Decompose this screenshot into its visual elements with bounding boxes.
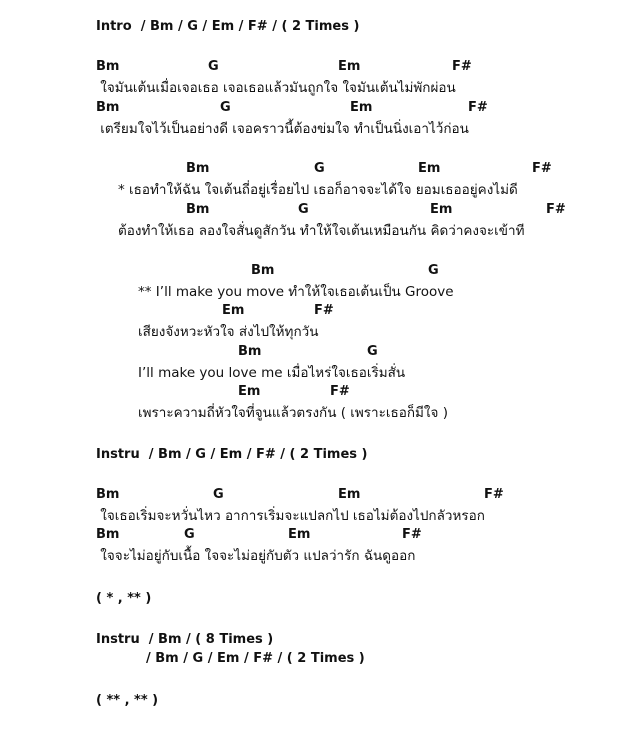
chord-label: Em	[238, 384, 261, 399]
chord-label: Bm	[96, 527, 120, 542]
chord-label: F#	[402, 527, 422, 542]
instru-line-2-continued: / Bm / G / Em / F# / ( 2 Times )	[146, 651, 365, 666]
chord-label: F#	[546, 202, 566, 217]
lyric-line: ** I’ll make you move ทำให้ใจเธอเต้นเป็น Groove	[138, 284, 454, 300]
chord-label: Em	[222, 303, 245, 318]
chord-label: F#	[468, 100, 488, 115]
chord-label: Bm	[251, 263, 275, 278]
lyric-line: เพราะความถี่หัวใจที่จูนแล้วตรงกัน ( เพราะเธอก็มีใจ )	[138, 405, 448, 421]
lyric-line: I’ll make you love me เมื่อไหร่ใจเธอเริ่มสั่น	[138, 365, 406, 381]
lyric-line: เตรียมใจไว้เป็นอย่างดี เจอคราวนี้ต้องข่มใจ ทำเป็นนิ่งเอาไว้ก่อน	[96, 121, 469, 137]
chord-label: G	[213, 487, 224, 502]
chord-label: F#	[452, 59, 472, 74]
chord-label: Em	[288, 527, 311, 542]
chord-label: Em	[350, 100, 373, 115]
instru-line-2: Instru / Bm / ( 8 Times )	[96, 632, 274, 647]
lyric-line: ใจมันเต้นเมื่อเจอเธอ เจอเธอแล้วมันถูกใจ ใจมันเต้นไม่พักผ่อน	[96, 80, 456, 96]
chord-label: Em	[418, 161, 441, 176]
chord-label: Bm	[238, 344, 262, 359]
lyric-line: เสียงจังหวะหัวใจ ส่งไปให้ทุกวัน	[138, 324, 319, 340]
lyric-line: * เธอทำให้ฉัน ใจเต้นถี่อยู่เรื่อยไป เธอก็อาจจะได้ใจ ยอมเธออยู่คงไม่ดี	[118, 182, 518, 198]
chord-label: Bm	[186, 161, 210, 176]
chord-label: Bm	[186, 202, 210, 217]
chord-label: G	[367, 344, 378, 359]
chord-label: G	[184, 527, 195, 542]
chord-label: G	[428, 263, 439, 278]
lyric-line: ใจเธอเริ่มจะหวั่นไหว อาการเริ่มจะแปลกไป เธอไม่ต้องไปกลัวหรอก	[96, 508, 485, 524]
chord-label: Bm	[96, 100, 120, 115]
repeat-marker-1: ( * , ** )	[96, 591, 152, 606]
chord-label: Em	[338, 59, 361, 74]
chord-label: F#	[484, 487, 504, 502]
lyric-line: ใจจะไม่อยู่กับเนื้อ ใจจะไม่อยู่กับตัว แปลว่ารัก ฉันดูออก	[96, 548, 416, 564]
chord-label: G	[220, 100, 231, 115]
chord-label: Bm	[96, 59, 120, 74]
chord-label: G	[298, 202, 309, 217]
chord-label: F#	[314, 303, 334, 318]
chord-label: Em	[338, 487, 361, 502]
chord-label: F#	[330, 384, 350, 399]
instru-line-1: Instru / Bm / G / Em / F# / ( 2 Times )	[96, 447, 368, 462]
chord-label: Bm	[96, 487, 120, 502]
repeat-marker-2: ( ** , ** )	[96, 693, 159, 708]
chord-label: F#	[532, 161, 552, 176]
chord-label: Em	[430, 202, 453, 217]
lyric-line: ต้องทำให้เธอ ลองใจสั่นดูสักวัน ทำให้ใจเต้นเหมือนกัน คิดว่าคงจะเข้าที	[118, 223, 525, 239]
chord-label: G	[314, 161, 325, 176]
intro-line: Intro / Bm / G / Em / F# / ( 2 Times )	[96, 19, 360, 34]
chord-label: G	[208, 59, 219, 74]
